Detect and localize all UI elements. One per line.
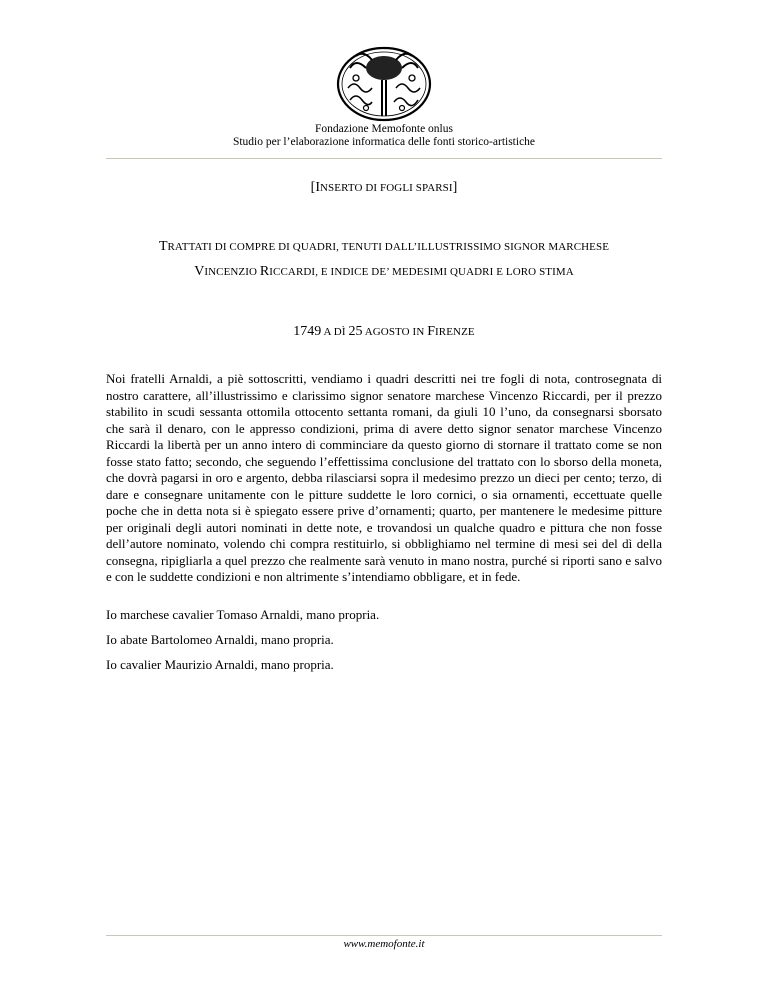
body-paragraph: Noi fratelli Arnaldi, a piè sottoscritti, vendiamo i quadri descritti nei tre fogli di nota, controsegnata di nostro carattere, all’illustrissimo e clarissimo signor senatore marchese Vincenzo Riccardi, per il prezzo stabilito in scudi sessanta ottomila ottocento settanta romani, da giuli 10 l’uno, da consegnarsi sborsato che sarà il denaro, con le appresso condizioni, prima di avere detto signor senator marchese Vincenzo Riccardi la libertà per un anno intero di comminciare da questo giorno di stornare il trattato come se non fosse stato fatto; secondo, che seguendo l’effettissima conclusione del trattato con lo sborso della moneta, che dovrà pagarsi in oro e argento, debba rilasciarsi sopra il medesimo prezzo un dieci per cento; terzo, di dare e consegnare unitamente con le pitture suddette le loro cornici, o sia ornamenti, eccettuate quelle poche che in detta nota si è spiegato essere prive d’ornamenti; quarto, per mantenere le medesime pitture per originali degli autori nominati in dette note, e trovandosi un qualche quadro e pittura che non fosse dell’autore nominato, volendo chi compra restituirlo, si obblighiamo nel termine di mesi sei del dì della consegna, ripigliarla a quel prezzo che realmente sarà venuto in mano nostra, purché si riporti sano e salvo e con le suddette condizioni e non altrimente s’intendiamo obbligare, et in fede. (106, 371, 662, 584)
title-line-2 (0, 259, 768, 284)
section-bracket-open: [ (310, 180, 316, 195)
document-title (0, 234, 768, 284)
date-city-rest: IRENZE (435, 326, 475, 338)
title-line2-text-b: ICCARDI, E INDICE DE’ MEDESIMI QUADRI E LORO STIMA (269, 266, 574, 278)
org-subtitle: Studio per l’elaborazione informatica delle fonti storico-artistiche (232, 136, 536, 148)
section-heading (0, 180, 768, 196)
memofonte-logo-icon (336, 46, 432, 122)
section-text: NSERTO DI FOGLI SPARSI (320, 182, 453, 194)
date-day: 25 (348, 324, 363, 339)
org-name: Fondazione Memofonte onlus (315, 123, 453, 135)
date-heading (0, 322, 768, 340)
signature-line: Io marchese cavalier Tomaso Arnaldi, mano propria. (106, 607, 380, 622)
header-divider (106, 158, 662, 159)
title-line2-initial-v: V (194, 264, 205, 279)
date-mid1: A DÌ (321, 326, 349, 338)
title-line2-initial-r: R (259, 264, 270, 279)
date-year: 1749 (293, 324, 322, 339)
footer-divider (106, 935, 662, 936)
date-city-initial: F (427, 324, 436, 339)
signature-line: Io abate Bartolomeo Arnaldi, mano propria. (106, 632, 334, 647)
title-line-1 (0, 234, 768, 259)
title-line1-text: RATTATI DI COMPRE DI QUADRI, TENUTI DALL’ILLUSTRISSIMO SIGNOR MARCHESE (167, 241, 610, 253)
section-initial: I (315, 180, 320, 195)
footer-url: www.memofonte.it (343, 938, 425, 950)
date-mid2: AGOSTO IN (362, 326, 428, 338)
section-bracket-close: ] (452, 180, 458, 195)
title-line2-text-a: INCENZIO (204, 266, 260, 278)
signature-line: Io cavalier Maurizio Arnaldi, mano propria. (106, 657, 334, 672)
title-line1-initial: T (158, 239, 168, 254)
